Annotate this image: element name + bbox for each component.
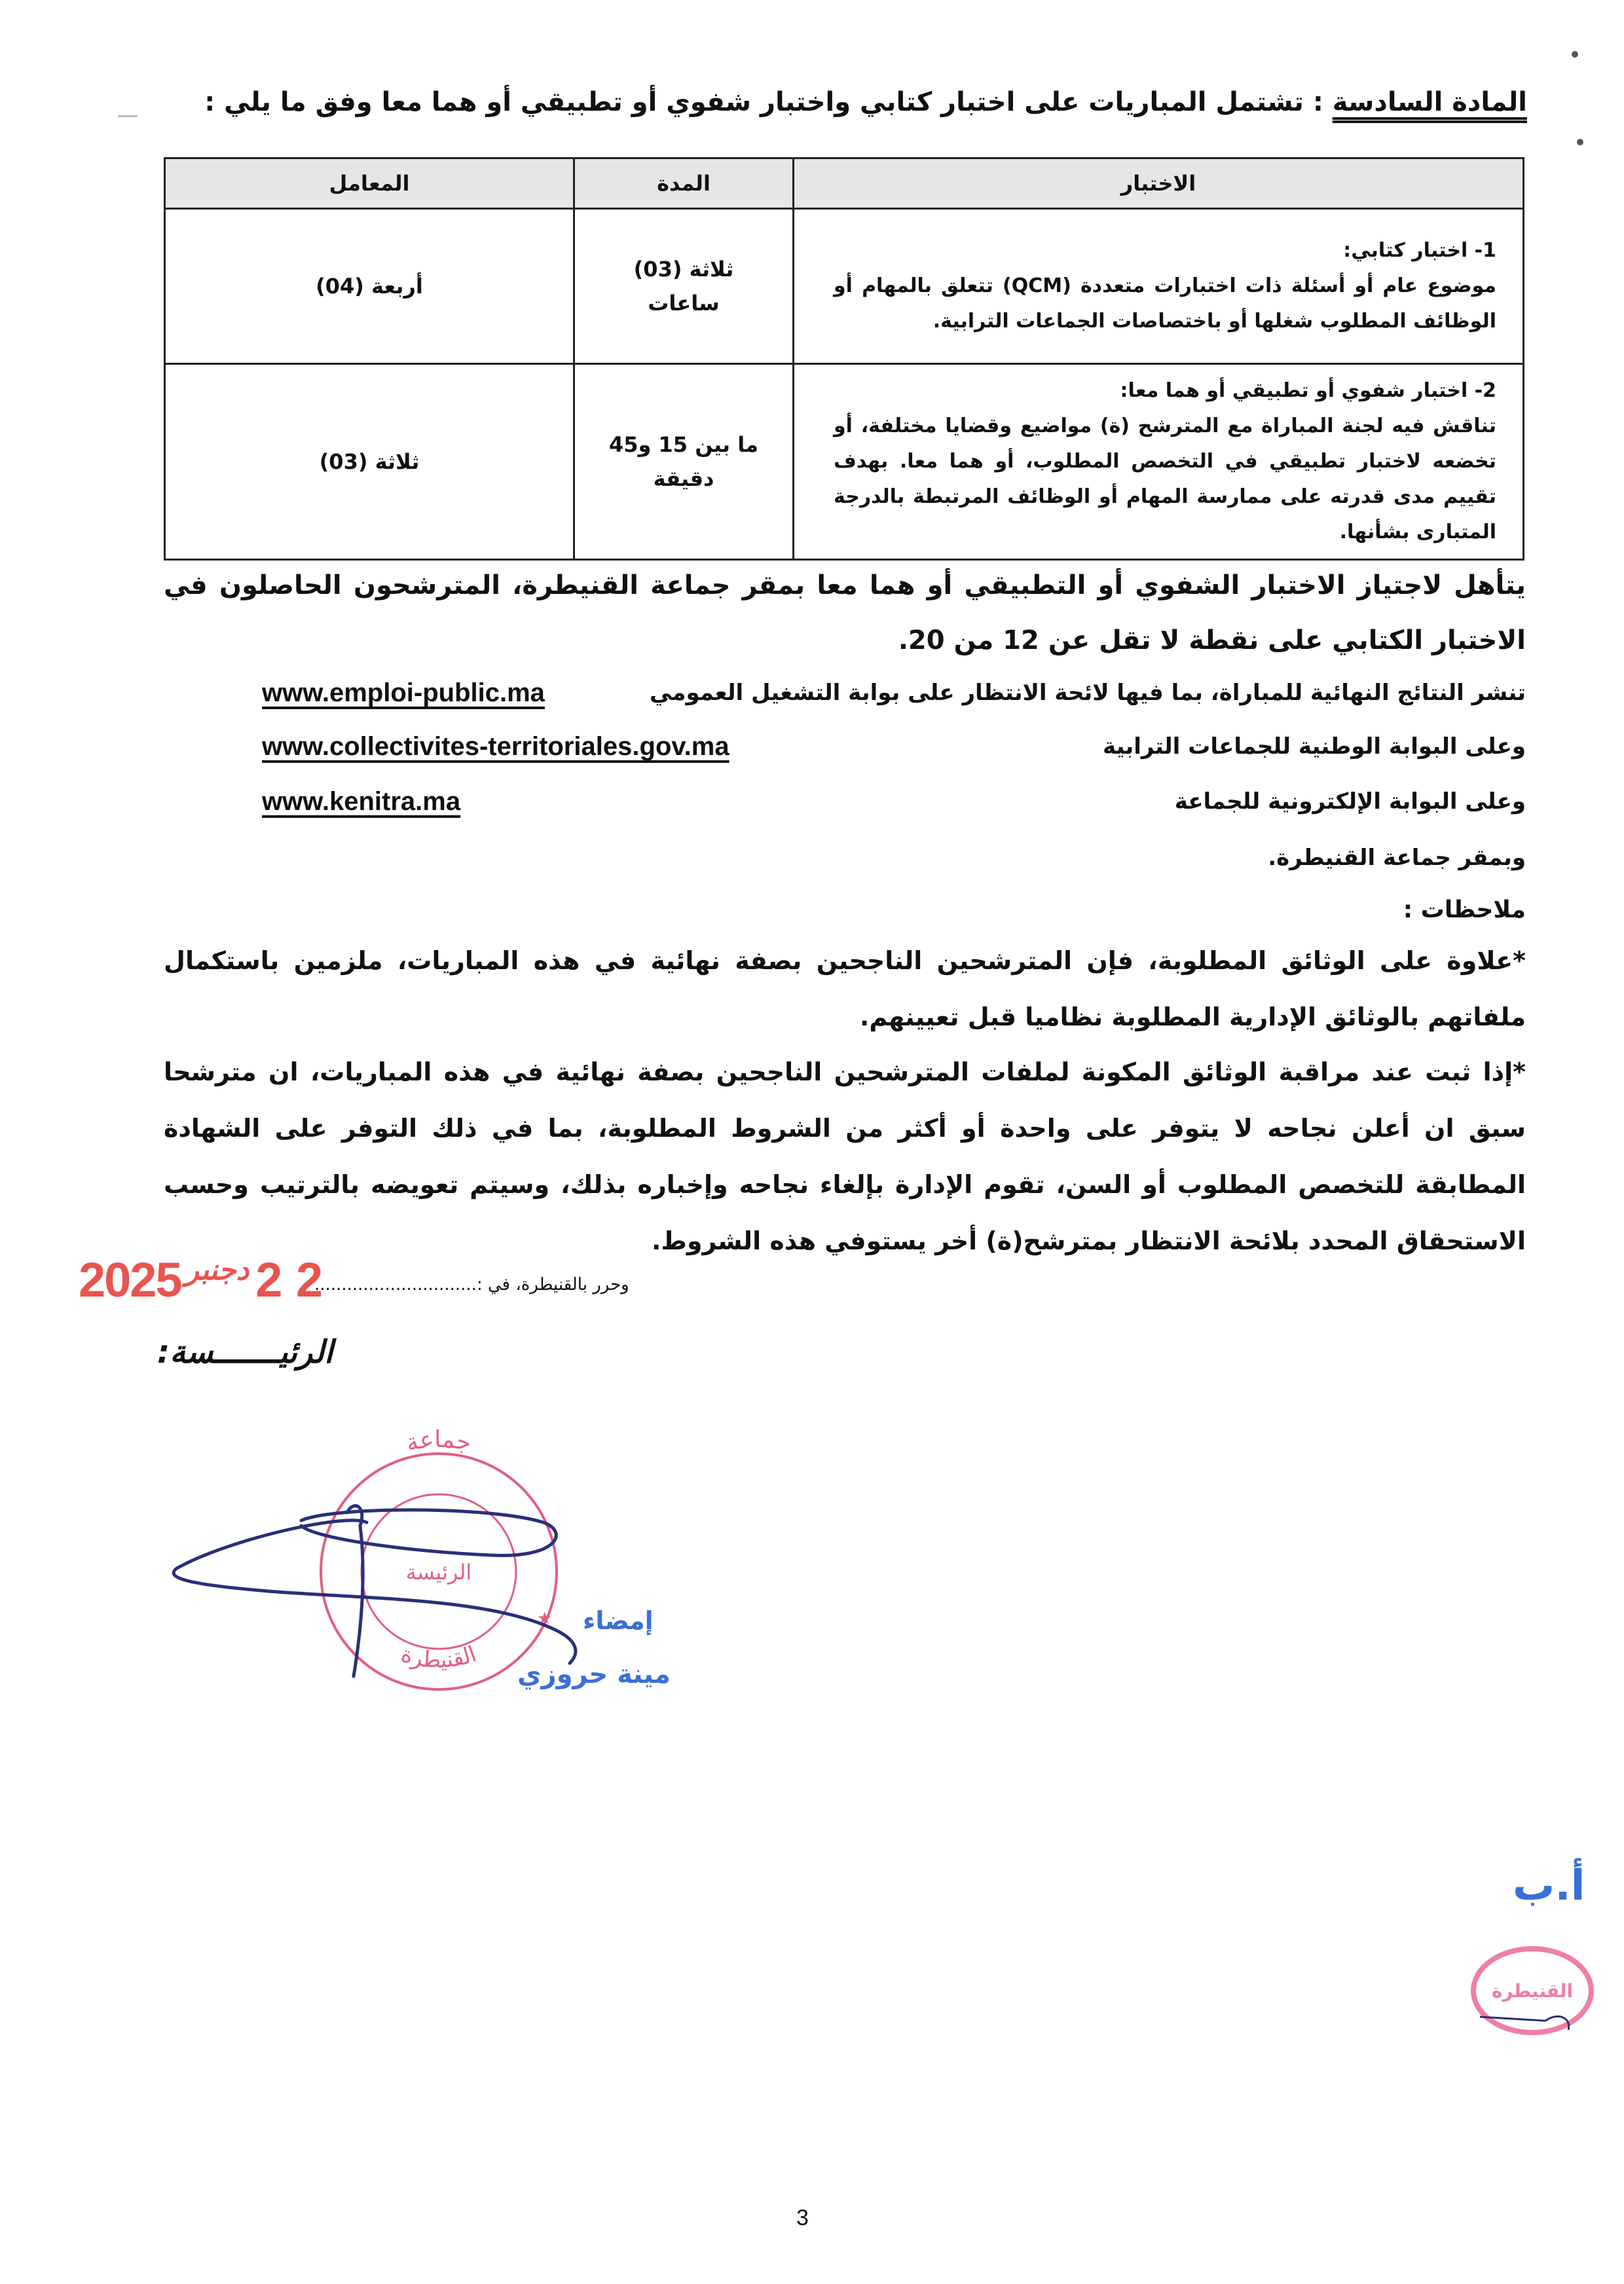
initials-stamp (1454, 1860, 1624, 2056)
publication-row (262, 783, 1526, 822)
article-text: تشتمل المباريات على اختبار كتابي واختبار شفوي أو تطبيقي أو هما معا وفق ما يلي : (204, 87, 1304, 117)
publication-row (262, 839, 1526, 879)
duration-line2: ساعات (648, 291, 720, 316)
seal-text-center: الرئيسة (405, 1560, 472, 1585)
publication-text: وعلى البوابة الإلكترونية للجماعة (1174, 788, 1526, 815)
signatory-line1: إمضاء (583, 1606, 654, 1635)
article-heading (204, 83, 1527, 122)
president-label: الرئيـــــــسة: (157, 1334, 333, 1371)
scan-speck (1577, 139, 1583, 145)
note-item: *علاوة على الوثائق المطلوبة، فإن المترشحين الناجحين بصفة نهائية في هذه المباريات، ملزمين باستكمال ملفاتهم بالوثائق الإدارية المطلوبة نظاميا قبل تعيينهم. (164, 946, 1526, 1031)
duration-cell (574, 209, 794, 364)
collectivites-territoriales-link[interactable]: www.collectivites-territoriales.gov.ma (262, 732, 729, 761)
article-label: المادة السادسة (1332, 87, 1527, 117)
eligibility-paragraph: يتأهل لاجتياز الاختبار الشفوي أو التطبيقي أو هما معا بمقر جماعة القنيطرة، المترشحون الحاصلون في الاختبار الكتابي على نقطة لا تقل عن 12 من 20. (164, 570, 1526, 655)
date-stamp-year: 2025 (79, 1253, 181, 1307)
initials-text: أ.ب (1513, 1862, 1585, 1910)
publication-text: وبمقر جماعة القنيطرة. (1268, 845, 1526, 871)
date-stamp (79, 1251, 323, 1310)
test-description-cell (794, 364, 1524, 560)
table-row (165, 209, 1524, 364)
note-item: *إذا ثبت عند مراقبة الوثائق المكونة لملفات المترشحين الناجحين بصفة نهائية في هذه المباريات، ان مترشحا سبق ان أعلن نجاحه لا يتوفر على واحدة أو أكثر من الشروط المطلوبة، بما في ذلك التوفر على الشهادة المطابقة للتخصص المطلوب أو السن، تقوم الإدارة بإلغاء نجاحه وإخباره بذلك، وسيتم تعويضه بالترتيب وحسب الاستحقاق المحدد بلائحة الانتظار بمترشح(ة) أخر يستوفي هذه الشروط. (164, 1058, 1526, 1255)
article-separator: : (1303, 87, 1333, 117)
header-duration: المدة (574, 158, 794, 209)
small-stamp-text: القنيطرة (1491, 1980, 1574, 2002)
date-stamp-month: دجنبر (185, 1254, 249, 1286)
exam-table (164, 157, 1524, 561)
duration-cell (574, 364, 794, 560)
seal-star-icon: ★ (537, 1609, 553, 1629)
publication-row (262, 728, 1526, 767)
header-test: الاختبار (794, 158, 1524, 209)
page-number: 3 (796, 2205, 809, 2230)
signatory-name: مينة حروزي (517, 1659, 671, 1689)
publication-text: وعلى البوابة الوطنية للجماعات الترابية (1102, 733, 1526, 760)
coefficient-cell: أربعة (04) (165, 209, 574, 364)
small-stamp-icon (1454, 1925, 1624, 2056)
test-title: 2- اختبار شفوي أو تطبيقي أو هما معا: (1120, 379, 1496, 402)
test-body: موضوع عام أو أسئلة ذات اختبارات متعددة (QCM) تتعلق بالمهام أو الوظائف المطلوب شغلها أو باختصاصات الجماعات الترابية. (834, 274, 1496, 333)
duration-line1: ما بين 15 و45 (608, 432, 759, 457)
notes-title: ملاحظات : (1403, 896, 1526, 923)
test-description-cell (794, 209, 1524, 364)
signed-at-text: وحرر بالقنيطرة، في :.............................. (314, 1275, 629, 1295)
kenitra-link[interactable]: www.kenitra.ma (262, 787, 461, 816)
seal-text-bottom: القنيطرة (397, 1640, 480, 1674)
scan-mark (118, 115, 138, 117)
scan-speck (1572, 51, 1578, 58)
publication-row (262, 674, 1526, 714)
duration-line2: دقيقة (653, 466, 714, 491)
coefficient-cell: ثلاثة (03) (165, 364, 574, 560)
seal-text-top: جماعة (403, 1426, 474, 1458)
publication-text: تنشر النتائج النهائية للمباراة، بما فيها لائحة الانتظار على بوابة التشغيل العمومي (650, 680, 1526, 706)
date-stamp-day: 2 2 (255, 1253, 323, 1307)
emploi-public-link[interactable]: www.emploi-public.ma (262, 678, 545, 707)
duration-line1: ثلاثة (03) (633, 257, 734, 282)
handwritten-signature (174, 1506, 576, 1676)
seal-and-signature (151, 1408, 714, 1716)
header-coefficient: المعامل (165, 158, 574, 209)
test-body: تناقش فيه لجنة المباراة مع المترشح (ة) مواضيع وقضايا مختلفة، أو تخضعه لاختبار تطبيقي في التخصص المطلوب، أو هما معا. بهدف تقييم مدى قدرته على ممارسة المهام أو الوظائف المرتبطة بالدرجة المتبارى بشأنها. (834, 414, 1496, 543)
test-title: 1- اختبار كتابي: (1343, 239, 1496, 262)
table-header-row (165, 158, 1524, 209)
table-row (165, 364, 1524, 560)
